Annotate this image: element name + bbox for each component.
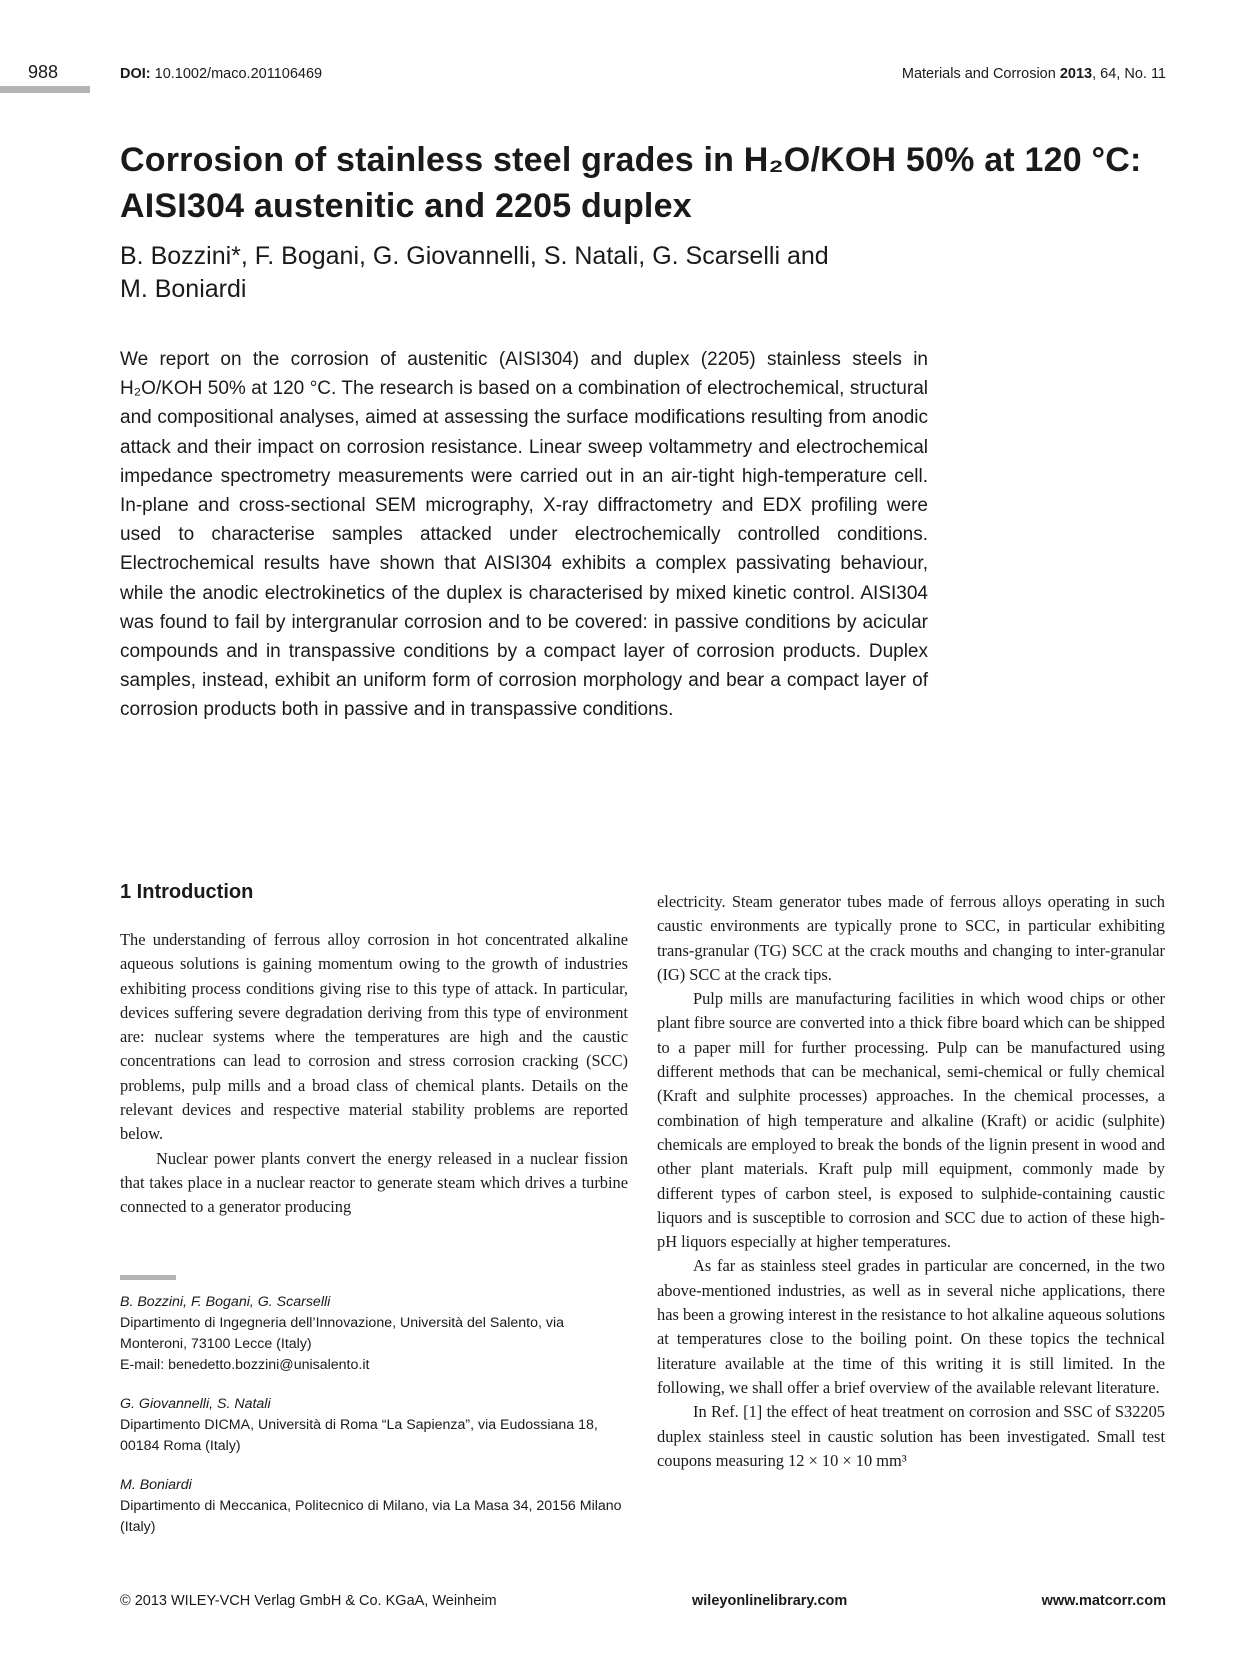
title-line-2: AISI304 austenitic and 2205 duplex bbox=[120, 187, 692, 225]
authors-line-1: B. Bozzini*, F. Bogani, G. Giovannelli, S. Natali, G. Scarselli and bbox=[120, 242, 829, 270]
title-line-1: Corrosion of stainless steel grades in H₂O/KOH 50% at 120 °C: bbox=[120, 141, 1142, 179]
body-paragraph: In Ref. [1] the effect of heat treatment on corrosion and SSC of S32205 duplex stainless steel in caustic solution has been investigated. Small test coupons measuring 12 × 10 × 10 mm³ bbox=[657, 1402, 1165, 1470]
abstract: We report on the corrosion of austenitic (AISI304) and duplex (2205) stainless steels in H₂O/KOH 50% at 120 °C. The research is based on a combination of electrochemical, structural and compositional analyses, aimed at assessing the surface modifications resulting from anodic attack and their impact on corrosion resistance. Linear sweep voltammetry and electrochemical impedance spectrometry measurements were carried out in an air-tight high-temperature cell. In-plane and cross-sectional SEM micrography, X-ray diffractometry and EDX profiling were used to characterise samples attacked under electrochemically controlled conditions. Electrochemical results have shown that AISI304 exhibits a complex passivating behaviour, while the anodic electrokinetics of the duplex is characterised by mixed kinetic control. AISI304 was found to fail by intergranular corrosion and to be covered: in passive conditions by acicular compounds and in transpassive conditions by a compact layer of corrosion products. Duplex samples, instead, exhibit an uniform form of corrosion morphology and bear a compact layer of corrosion products both in passive and in transpassive conditions. bbox=[120, 349, 928, 721]
affiliation-email[interactable]: E-mail: benedetto.bozzini@unisalento.it bbox=[120, 1357, 370, 1373]
affiliation-divider bbox=[120, 1275, 176, 1280]
affiliation-address: Dipartimento DICMA, Università di Roma “La Sapienza”, via Eudossiana 18, 00184 Roma (Italy) bbox=[120, 1417, 598, 1454]
author-list bbox=[120, 240, 940, 306]
affiliation-address: Dipartimento di Ingegneria dell’Innovazione, Università del Salento, via Monteroni, 73100 Lecce (Italy) bbox=[120, 1315, 565, 1352]
section-heading: 1 Introduction bbox=[120, 881, 254, 903]
header-doi bbox=[120, 66, 322, 82]
doi-link[interactable]: 10.1002/maco.201106469 bbox=[154, 66, 323, 82]
body-paragraph: The understanding of ferrous alloy corrosion in hot concentrated alkaline aqueous solutions is gaining momentum owing to the growth of industries exhibiting process conditions giving rise to this type of attack. In particular, devices suffering severe degradation deriving from this type of environment are: nuclear systems where the temperatures are high and the caustic concentrations can lead to corrosion and stress corrosion cracking (SCC) problems, pulp mills and a broad class of chemical plants. Details on the relevant devices and respective material stability problems are reported below. bbox=[120, 930, 628, 1144]
footer-copyright: © 2013 WILEY-VCH Verlag GmbH & Co. KGaA, Weinheim bbox=[120, 1593, 497, 1609]
journal-volume-issue: , 64, No. 11 bbox=[1092, 66, 1166, 82]
body-paragraph: As far as stainless steel grades in particular are concerned, in the two above-mentioned industries, as well as in several niche applications, there has been a growing interest in the resistance to hot alkaline aqueous solutions at temperatures close to the boiling point. On these topics the technical literature available at the time of this writing it is still limited. In the following, we shall offer a brief overview of the available relevant literature. bbox=[657, 1256, 1165, 1397]
authors-line-2: M. Boniardi bbox=[120, 275, 247, 303]
header-journal bbox=[902, 66, 1166, 82]
page-number-bar bbox=[0, 86, 90, 93]
affiliation-names: B. Bozzini, F. Bogani, G. Scarselli bbox=[120, 1294, 331, 1310]
footer-journal-link[interactable]: www.matcorr.com bbox=[1041, 1593, 1166, 1609]
body-paragraph: electricity. Steam generator tubes made of ferrous alloys operating in such caustic environments are typically prone to SCC, in particular exhibiting trans-granular (TG) SCC at the crack mouths and changing to inter-granular (IG) SCC at the crack tips. bbox=[657, 892, 1165, 984]
footer-wiley-link[interactable]: wileyonlinelibrary.com bbox=[692, 1593, 848, 1609]
affiliations bbox=[120, 1292, 630, 1556]
affiliation-block bbox=[120, 1292, 630, 1376]
right-column bbox=[657, 890, 1165, 1473]
affiliation-names: M. Boniardi bbox=[120, 1477, 192, 1493]
doi-label: DOI: bbox=[120, 66, 151, 82]
affiliation-block bbox=[120, 1475, 630, 1538]
affiliation-address: Dipartimento di Meccanica, Politecnico di Milano, via La Masa 34, 20156 Milano (Italy) bbox=[120, 1498, 622, 1535]
body-paragraph: Pulp mills are manufacturing facilities in which wood chips or other plant fibre source are converted into a thick fibre board which can be shipped to a paper mill for further processing. Pulp can be manufactured using different methods that can be mechanical, semi-chemical or fully chemical (Kraft and sulphite processes) approaches. In the chemical processes, a combination of high temperature and alkaline (Kraft) or acidic (sulphite) chemicals are employed to break the bonds of the lignin present in wood and other plant materials. Kraft pulp mill equipment, commonly made by different types of carbon steel, is exposed to sulphide-containing caustic liquors and is susceptible to corrosion and SCC due to action of these high-pH liquors especially at higher temperatures. bbox=[657, 989, 1165, 1252]
journal-year: 2013 bbox=[1059, 66, 1093, 82]
page-number: 988 bbox=[28, 62, 59, 82]
paper-title bbox=[120, 137, 1180, 229]
journal-name: Materials and Corrosion bbox=[901, 66, 1056, 82]
affiliation-names: G. Giovannelli, S. Natali bbox=[120, 1396, 271, 1412]
affiliation-block bbox=[120, 1394, 630, 1457]
body-paragraph: Nuclear power plants convert the energy released in a nuclear fission that takes place in a nuclear reactor to generate steam which drives a turbine connected to a generator producing bbox=[120, 1148, 628, 1217]
left-column bbox=[120, 880, 628, 1220]
